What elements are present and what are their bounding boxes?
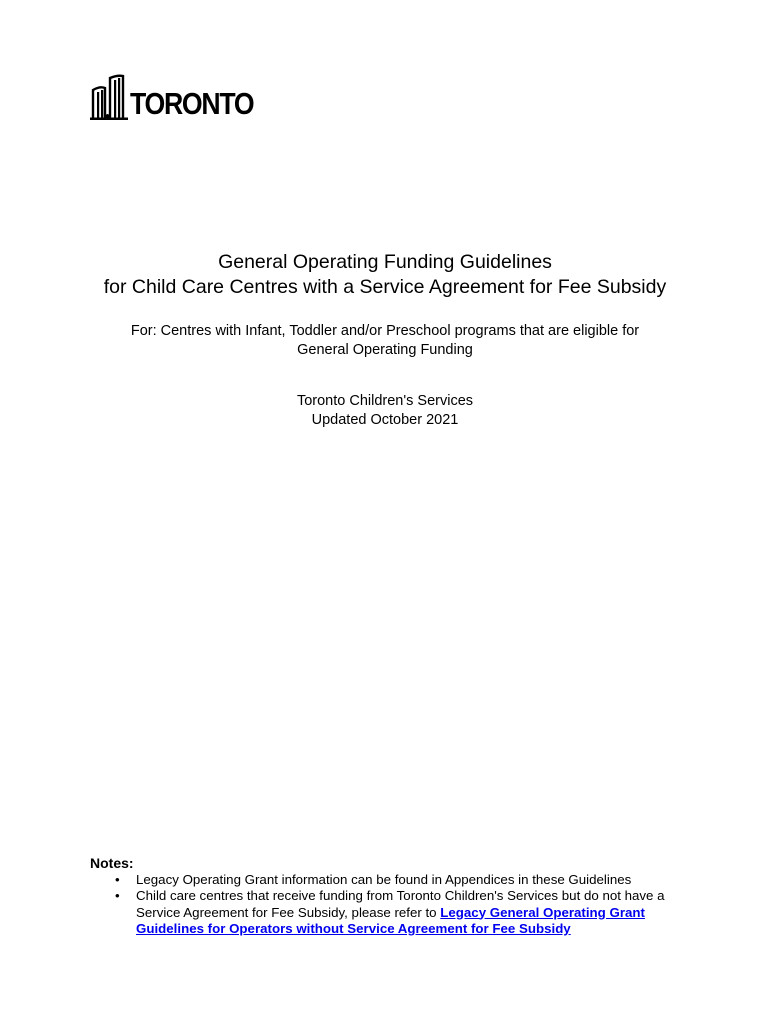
notes-section xyxy=(90,855,690,938)
audience-line-1: For: Centres with Infant, Toddler and/or Preschool programs that are eligible for xyxy=(130,323,640,339)
bullet-icon: • xyxy=(115,871,120,887)
organization-block xyxy=(0,392,770,430)
audience-line-2: General Operating Funding xyxy=(297,341,473,358)
bullet-icon: • xyxy=(115,888,120,903)
note-text: Child care centres that receive funding from Toronto Children's Services but do not have a Service Agreement for Fee Subsidy, please refer to xyxy=(136,888,665,920)
legacy-guidelines-link[interactable]: Legacy General Operating Grant Guidelines for Operators without Service Agreement for Fee Subsidy xyxy=(136,904,645,936)
list-item xyxy=(90,888,690,938)
notes-list xyxy=(90,872,690,938)
notes-heading: Notes: xyxy=(90,855,134,871)
note-text: Legacy Operating Grant information can be found in Appendices in these Guidelines xyxy=(136,871,632,887)
organization-name: Toronto Children's Services xyxy=(296,393,474,409)
logo-wordmark: TORONTO xyxy=(130,86,254,121)
title-line-2: for Child Care Centres with a Service Agreement for Fee Subsidy xyxy=(103,276,667,298)
list-item xyxy=(90,872,690,889)
title-line-1: General Operating Funding Guidelines xyxy=(218,251,552,273)
audience-statement xyxy=(0,322,770,359)
document-title xyxy=(0,250,770,300)
updated-date: Updated October 2021 xyxy=(311,412,459,428)
toronto-city-hall-icon xyxy=(90,74,128,120)
toronto-logo xyxy=(90,74,273,120)
